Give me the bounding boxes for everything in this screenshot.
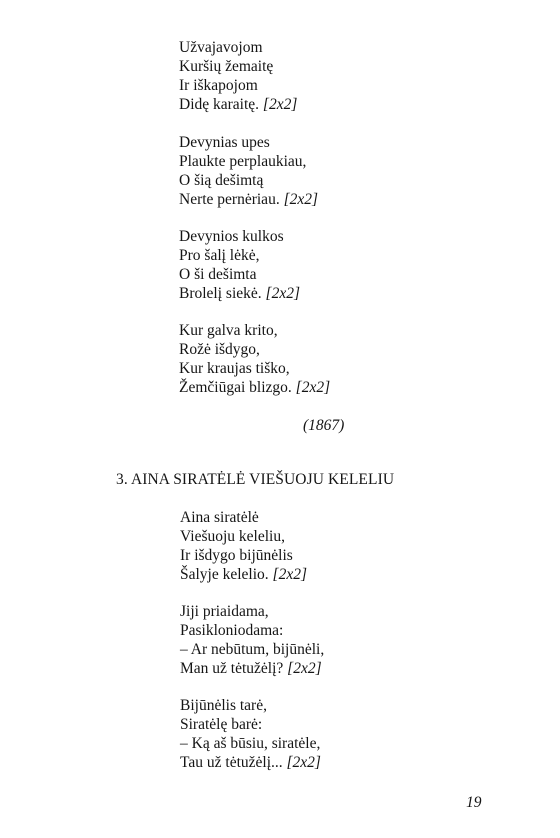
- repeat-marker: [2x2]: [286, 754, 321, 771]
- verse-line: Šalyje kelelio. [2x2]: [180, 566, 307, 583]
- repeat-marker: [2x2]: [295, 379, 331, 396]
- repeat-marker: [2x2]: [272, 566, 307, 583]
- verse-line: Devynios kulkos: [179, 228, 284, 245]
- verse-line: Ir iškapojom: [179, 77, 258, 94]
- repeat-marker: [2x2]: [265, 285, 300, 302]
- poem1-stanza-3: [179, 227, 300, 303]
- verse-line: Didę karaitę. [2x2]: [179, 96, 298, 113]
- verse-line: Brolelį siekė. [2x2]: [179, 285, 300, 302]
- repeat-marker: [2x2]: [287, 660, 322, 677]
- verse-line: Pasikloniodama:: [180, 622, 284, 639]
- verse-line: Pro šalį lėkė,: [179, 247, 260, 264]
- verse-line: O ši dešimta: [179, 266, 257, 283]
- verse-line: Kuršių žemaitę: [179, 58, 274, 75]
- verse-line: Devynias upes: [179, 134, 270, 151]
- verse-line: – Ką aš būsiu, siratėle,: [180, 735, 321, 752]
- verse-line: Aina siratėlė: [180, 509, 259, 526]
- poem1-stanza-1: [179, 38, 297, 114]
- poem2-stanza-2: [180, 602, 324, 678]
- verse-line: Man už tėtužėlį? [2x2]: [180, 660, 322, 677]
- poem1-stanza-4: [179, 321, 330, 397]
- verse-line: Viešuoju keleliu,: [180, 528, 285, 545]
- verse-line: Siratėlę barė:: [180, 716, 263, 733]
- verse-line: Rožė išdygo,: [179, 341, 260, 358]
- poem2-stanza-3: [180, 696, 321, 772]
- verse-line: Kur galva krito,: [179, 322, 278, 339]
- verse-line: Jiji priaidama,: [180, 603, 269, 620]
- verse-line: – Ar nebūtum, bijūnėli,: [180, 641, 325, 658]
- poem-title: 3. AINA SIRATĖLĖ VIEŠUOJU KELELIU: [116, 471, 395, 488]
- verse-line: O šią dešimtą: [179, 172, 264, 189]
- verse-line: Kur kraujas tiško,: [179, 360, 290, 377]
- verse-line: Plaukte perplaukiau,: [179, 153, 307, 170]
- repeat-marker: [2x2]: [262, 96, 298, 113]
- verse-line: Žemčiūgai blizgo. [2x2]: [179, 379, 331, 396]
- verse-line: Nerte pernėriau. [2x2]: [179, 191, 319, 208]
- poem2-stanza-1: [180, 508, 307, 584]
- verse-line: Ir išdygo bijūnėlis: [180, 547, 293, 564]
- repeat-marker: [2x2]: [283, 191, 319, 208]
- verse-line: Tau už tėtužėlį... [2x2]: [180, 754, 321, 771]
- verse-line: Užvajavojom: [179, 39, 263, 56]
- poem1-stanza-2: [179, 133, 318, 209]
- page-number: 19: [466, 794, 482, 811]
- verse-line: Bijūnėlis tarė,: [180, 697, 267, 714]
- poem-date: (1867): [303, 417, 345, 434]
